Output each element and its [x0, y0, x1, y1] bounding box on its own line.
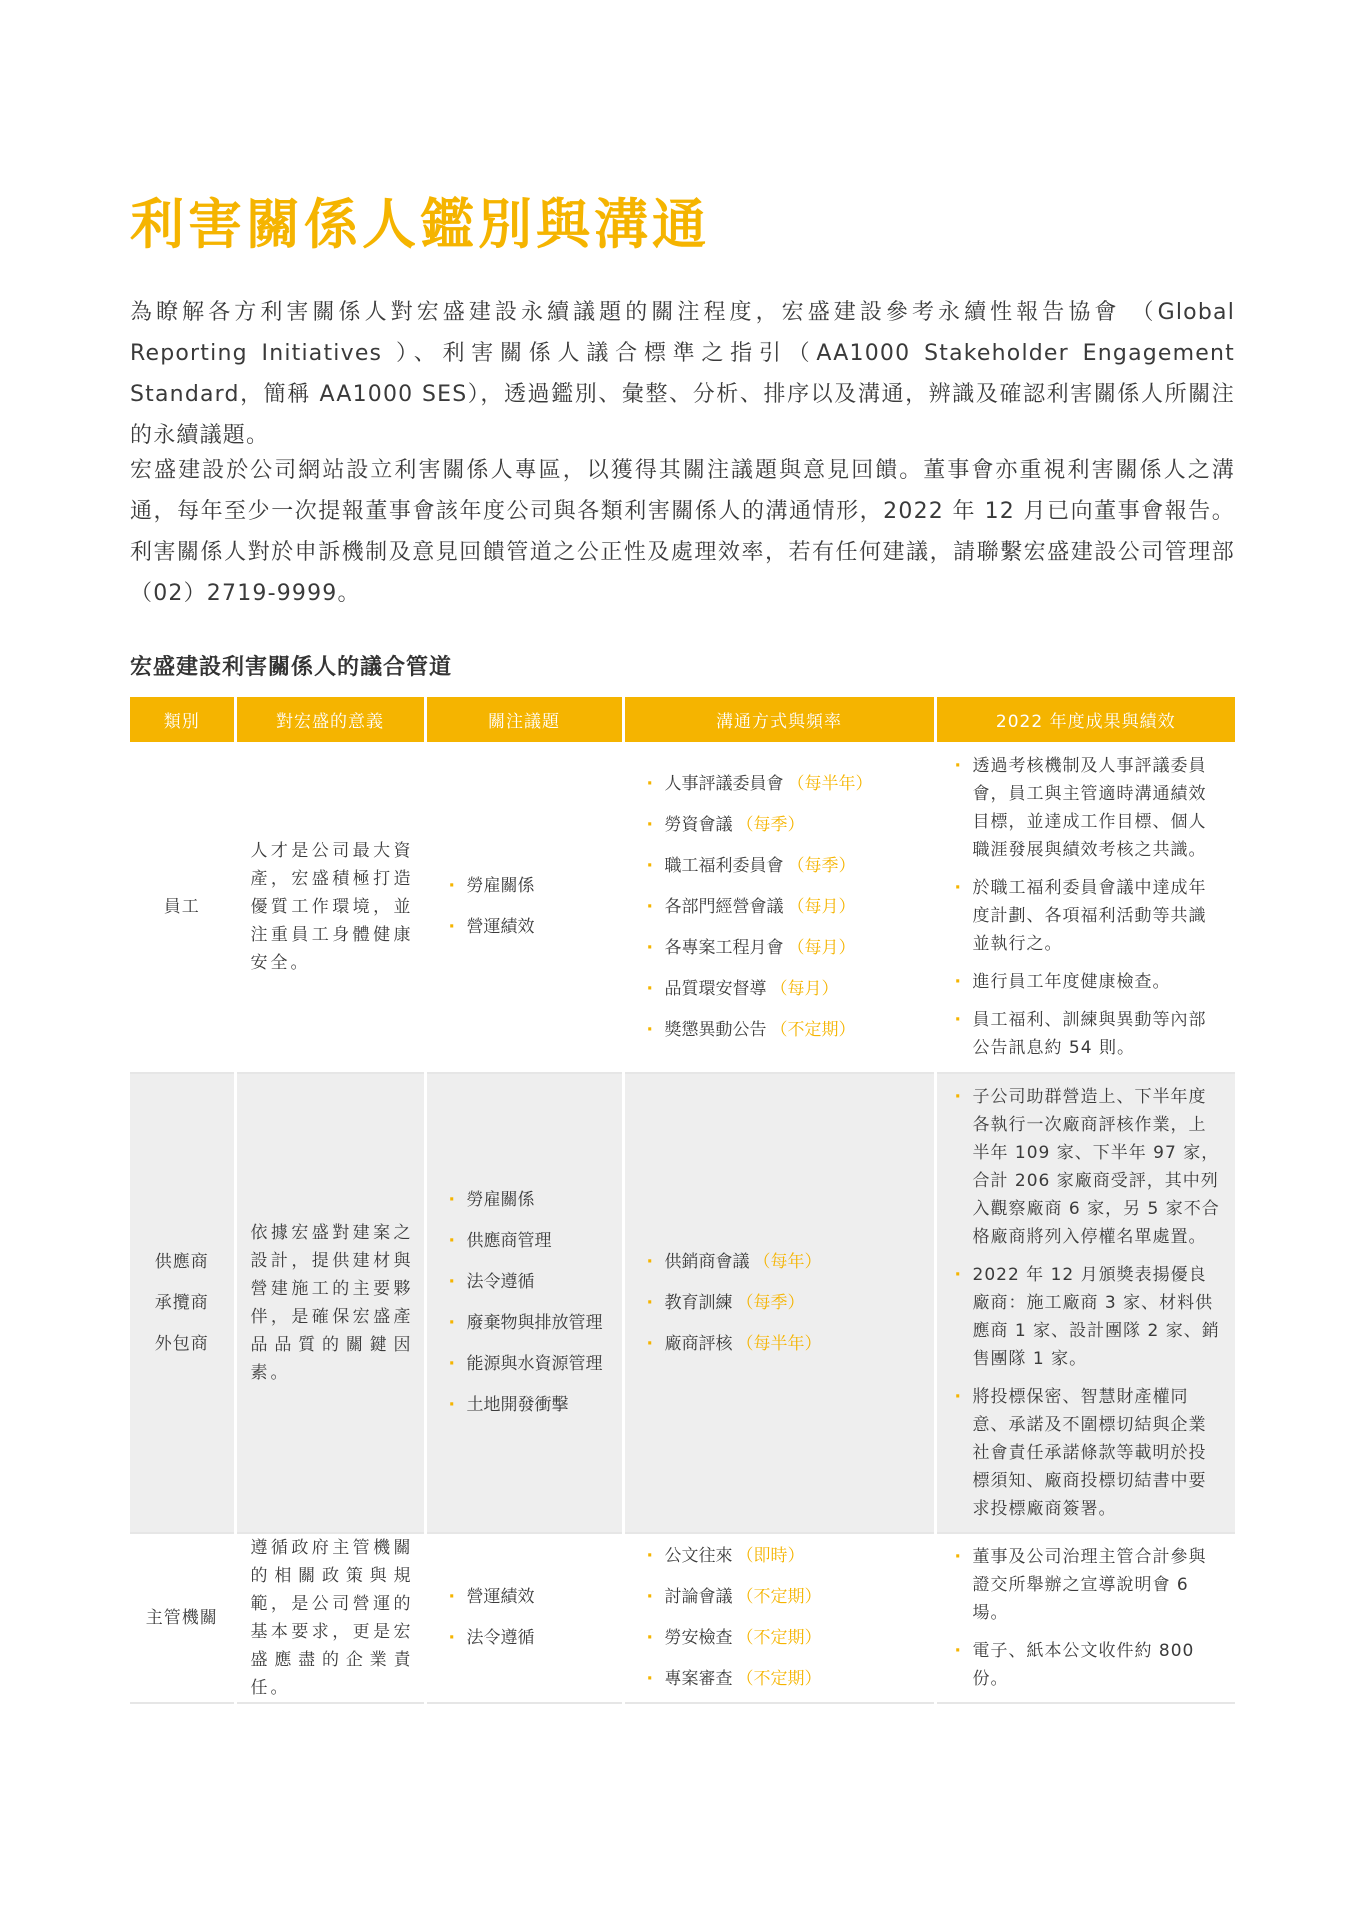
channel-item	[647, 1577, 934, 1618]
channel-item	[647, 1324, 934, 1365]
channel-name: 供銷商會議	[664, 1251, 750, 1272]
topic-item: · 供應商管理	[449, 1221, 622, 1262]
channel-item	[647, 1618, 934, 1659]
channels-cell	[623, 1533, 935, 1703]
channel-name: 人事評議委員會	[664, 773, 784, 794]
channel-frequency: （不定期）	[770, 1019, 856, 1040]
channels-cell	[623, 742, 935, 1073]
channel-item	[647, 805, 934, 846]
channel-name: 專案審查	[664, 1669, 733, 1689]
topic-item: · 廢棄物與排放管理	[449, 1303, 622, 1344]
header-results: 2022 年度成果與績效	[935, 697, 1235, 742]
channel-item	[647, 928, 934, 969]
topic-item: · 營運績效	[449, 907, 622, 948]
channel-name: 職工福利委員會	[664, 855, 784, 876]
topics-cell	[425, 742, 623, 1073]
category-label: 承攬商	[154, 1292, 209, 1313]
channel-frequency: （每年）	[753, 1251, 822, 1272]
topic-item: · 勞雇關係	[449, 1180, 622, 1221]
category-cell	[130, 1073, 235, 1533]
intro-paragraph: 為瞭解各方利害關係人對宏盛建設永續議題的關注程度，宏盛建設參考永續性報告協會 （Global Reporting Initiatives ）、利害關係人議合標準之指引（AA1000 Stakeholder Engagement Standard，簡稱 AA1000 SES），透過鑑別、彙整、分析、排序以及溝通，辨識及確認利害關係人所關注的永續議題。	[130, 300, 1235, 448]
page-title: 利害關係人鑑別與溝通	[130, 193, 710, 256]
header-channels: 溝通方式與頻率	[623, 697, 935, 742]
channel-item	[647, 1536, 934, 1577]
topic-item: · 法令遵循	[449, 1262, 622, 1303]
channel-name: 各部門經營會議	[664, 896, 784, 917]
meaning-cell: 遵循政府主管機關的相關政策與規範，是公司營運的基本要求，更是宏盛應盡的企業責任。	[235, 1533, 425, 1703]
channel-frequency: （每月）	[787, 937, 856, 958]
result-item: · 於職工福利委員會議中達成年度計劃、各項福利活動等共識並執行之。	[955, 874, 1224, 958]
meaning-cell: 依據宏盛對建案之設計，提供建材與營建施工的主要夥伴，是確保宏盛產品品質的關鍵因素。	[235, 1073, 425, 1533]
results-cell	[935, 1073, 1235, 1533]
channel-item	[647, 1659, 934, 1700]
channel-item	[647, 969, 934, 1010]
channel-name: 獎懲異動公告	[664, 1019, 767, 1040]
topic-item: · 勞雇關係	[449, 866, 622, 907]
header-category: 類別	[130, 697, 235, 742]
channel-item	[647, 1283, 934, 1324]
topic-item: · 土地開發衝擊	[449, 1385, 622, 1426]
table-row	[130, 1073, 1235, 1533]
table-header-row	[130, 697, 1235, 742]
channel-name: 廠商評核	[664, 1333, 733, 1354]
result-item: · 電子、紙本公文收件約 800 份。	[955, 1637, 1224, 1693]
channel-name: 討論會議	[664, 1587, 733, 1607]
channel-frequency: （每半年）	[736, 1333, 822, 1354]
category-label: 員工	[163, 896, 200, 917]
channel-frequency: （不定期）	[736, 1628, 822, 1648]
category-cell	[130, 742, 235, 1073]
table-title: 宏盛建設利害關係人的議合管道	[130, 655, 453, 680]
channel-frequency: （每半年）	[787, 773, 873, 794]
result-item: · 將投標保密、智慧財產權同意、承諾及不圍標切結與企業社會責任承諾條款等載明於投標須知、廠商投標切結書中要求投標廠商簽署。	[955, 1383, 1224, 1523]
channel-item	[647, 887, 934, 928]
communication-paragraph: 宏盛建設於公司網站設立利害關係人專區，以獲得其關注議題與意見回饋。董事會亦重視利害關係人之溝通，每年至少一次提報董事會該年度公司與各類利害關係人的溝通情形，2022 年 12 月已向董事會報告。利害關係人對於申訴機制及意見回饋管道之公正性及處理效率，若有任何建議，請聯繫宏盛建設公司管理部（02）2719-9999。	[130, 458, 1235, 606]
category-label: 主管機關	[145, 1607, 218, 1628]
topics-cell	[425, 1073, 623, 1533]
channel-name: 品質環安督導	[664, 978, 767, 999]
channel-frequency: （每季）	[736, 1292, 805, 1313]
channel-item	[647, 846, 934, 887]
table-row	[130, 1533, 1235, 1703]
channel-frequency: （每月）	[787, 896, 856, 917]
result-item: · 董事及公司治理主管合計參與證交所舉辦之宣導說明會 6 場。	[955, 1543, 1224, 1627]
header-topics: 關注議題	[425, 697, 623, 742]
category-cell	[130, 1533, 235, 1703]
results-cell	[935, 1533, 1235, 1703]
channel-frequency: （每月）	[770, 978, 839, 999]
result-item: · 員工福利、訓練與異動等內部公告訊息約 54 則。	[955, 1006, 1224, 1062]
channels-cell	[623, 1073, 935, 1533]
channel-frequency: （每季）	[787, 855, 856, 876]
result-item: · 子公司助群營造上、下半年度各執行一次廠商評核作業，上半年 109 家、下半年 97 家，合計 206 家廠商受評，其中列入觀察廠商 6 家，另 5 家不合格廠商將列入停權名單處置。	[955, 1083, 1224, 1251]
channel-item	[647, 1242, 934, 1283]
header-meaning: 對宏盛的意義	[235, 697, 425, 742]
results-cell	[935, 742, 1235, 1073]
category-label: 供應商	[154, 1251, 209, 1272]
stakeholder-engagement-table	[130, 697, 1235, 1704]
channel-name: 公文往來	[664, 1546, 733, 1566]
topic-item: · 法令遵循	[449, 1618, 622, 1659]
result-item: · 進行員工年度健康檢查。	[955, 968, 1224, 996]
channel-name: 勞安檢查	[664, 1628, 733, 1648]
channel-name: 各專案工程月會	[664, 937, 784, 958]
channel-name: 勞資會議	[664, 814, 733, 835]
result-item: · 2022 年 12 月頒獎表揚優良廠商：施工廠商 3 家、材料供應商 1 家、設計團隊 2 家、銷售團隊 1 家。	[955, 1261, 1224, 1373]
channel-item	[647, 1010, 934, 1051]
result-item: · 透過考核機制及人事評議委員會，員工與主管適時溝通績效目標，並達成工作目標、個人職涯發展與績效考核之共識。	[955, 752, 1224, 864]
channel-frequency: （不定期）	[736, 1669, 822, 1689]
channel-frequency: （不定期）	[736, 1587, 822, 1607]
topic-item: · 能源與水資源管理	[449, 1344, 622, 1385]
table-row	[130, 742, 1235, 1073]
meaning-cell: 人才是公司最大資產，宏盛積極打造優質工作環境，並注重員工身體健康安全。	[235, 742, 425, 1073]
channel-frequency: （即時）	[736, 1546, 805, 1566]
topics-cell	[425, 1533, 623, 1703]
channel-item	[647, 764, 934, 805]
topic-item: · 營運績效	[449, 1577, 622, 1618]
channel-frequency: （每季）	[736, 814, 805, 835]
channel-name: 教育訓練	[664, 1292, 733, 1313]
category-label: 外包商	[154, 1333, 209, 1354]
